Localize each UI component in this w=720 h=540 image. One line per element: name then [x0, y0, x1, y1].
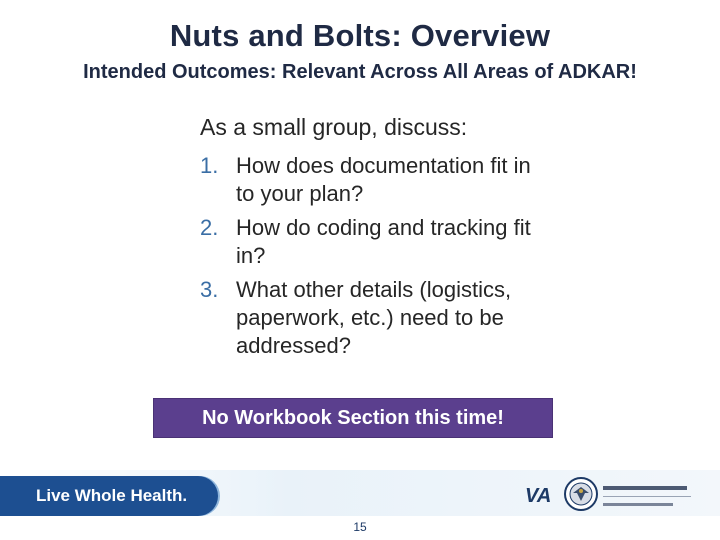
list-number: 3.	[200, 277, 219, 302]
slide-subtitle: Intended Outcomes: Relevant Across All Areas of ADKAR!	[83, 61, 637, 83]
list-number: 2.	[200, 215, 219, 240]
va-seal-icon	[564, 477, 598, 511]
question-list	[200, 152, 540, 366]
page-number: 15	[353, 520, 367, 534]
list-item	[200, 214, 540, 270]
slide-title: Nuts and Bolts: Overview	[169, 18, 551, 53]
list-item	[200, 152, 540, 208]
list-text: How do coding and tracking fit in?	[236, 215, 531, 268]
workbook-banner: No Workbook Section this time!	[154, 399, 552, 437]
discussion-intro: As a small group, discuss:	[200, 114, 468, 140]
list-text: What other details (logistics, paperwork, etc.) need to be addressed?	[236, 277, 512, 358]
va-department-text	[603, 486, 693, 506]
list-item	[200, 276, 540, 360]
va-wordmark: VA	[525, 485, 552, 507]
live-whole-health-logo-text: Live Whole Health.	[36, 486, 188, 505]
list-number: 1.	[200, 153, 219, 178]
list-text: How does documentation fit in to your plan?	[236, 153, 531, 206]
